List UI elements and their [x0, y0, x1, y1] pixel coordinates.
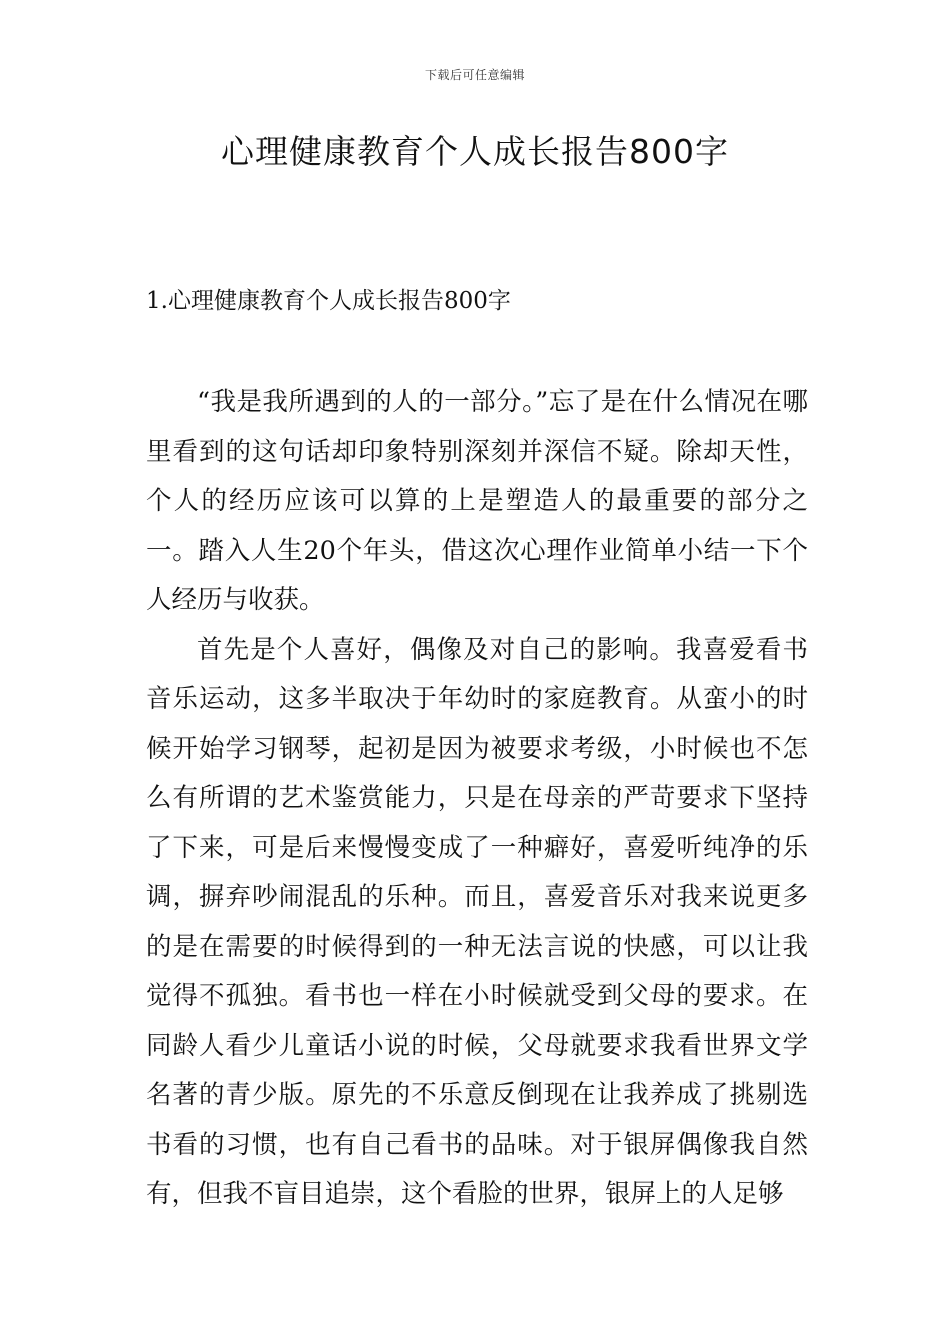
header-note: 下载后可任意编辑 — [424, 68, 525, 82]
section-heading: 1.心理健康教育个人成长报告800字 — [146, 288, 511, 314]
document-body — [146, 378, 808, 1220]
document-title: 心理健康教育个人成长报告800字 — [221, 132, 729, 171]
paragraph-2: 首先是个人喜好，偶像及对自己的影响。我喜爱看书音乐运动，这多半取决于年幼时的家庭教育。从蛮小的时候开始学习钢琴，起初是因为被要求考级，小时候也不怎么有所谓的艺术鉴赏能力，只是在母亲的严苛要求下坚持了下来，可是后来慢慢变成了一种癖好，喜爱听纯净的乐调，摒弃吵闹混乱的乐种。而且，喜爱音乐对我来说更多的是在需要的时候得到的一种无法言说的快感，可以让我觉得不孤独。看书也一样在小时候就受到父母的要求。在同龄人看少儿童话小说的时候，父母就要求我看世界文学名著的青少版。原先的不乐意反倒现在让我养成了挑剔选书看的习惯，也有自己看书的品味。对于银屏偶像我自然有，但我不盲目追崇，这个看脸的世界，银屏上的人足够 — [146, 634, 808, 1209]
paragraph-1: “我是我所遇到的人的一部分。”忘了是在什么情况在哪里看到的这句话却印象特别深刻并深信不疑。除却天性，个人的经历应该可以算的上是塑造人的最重要的部分之一。踏入人生20个年头，借这次心理作业简单小结一下个人经历与收获。 — [146, 387, 808, 615]
